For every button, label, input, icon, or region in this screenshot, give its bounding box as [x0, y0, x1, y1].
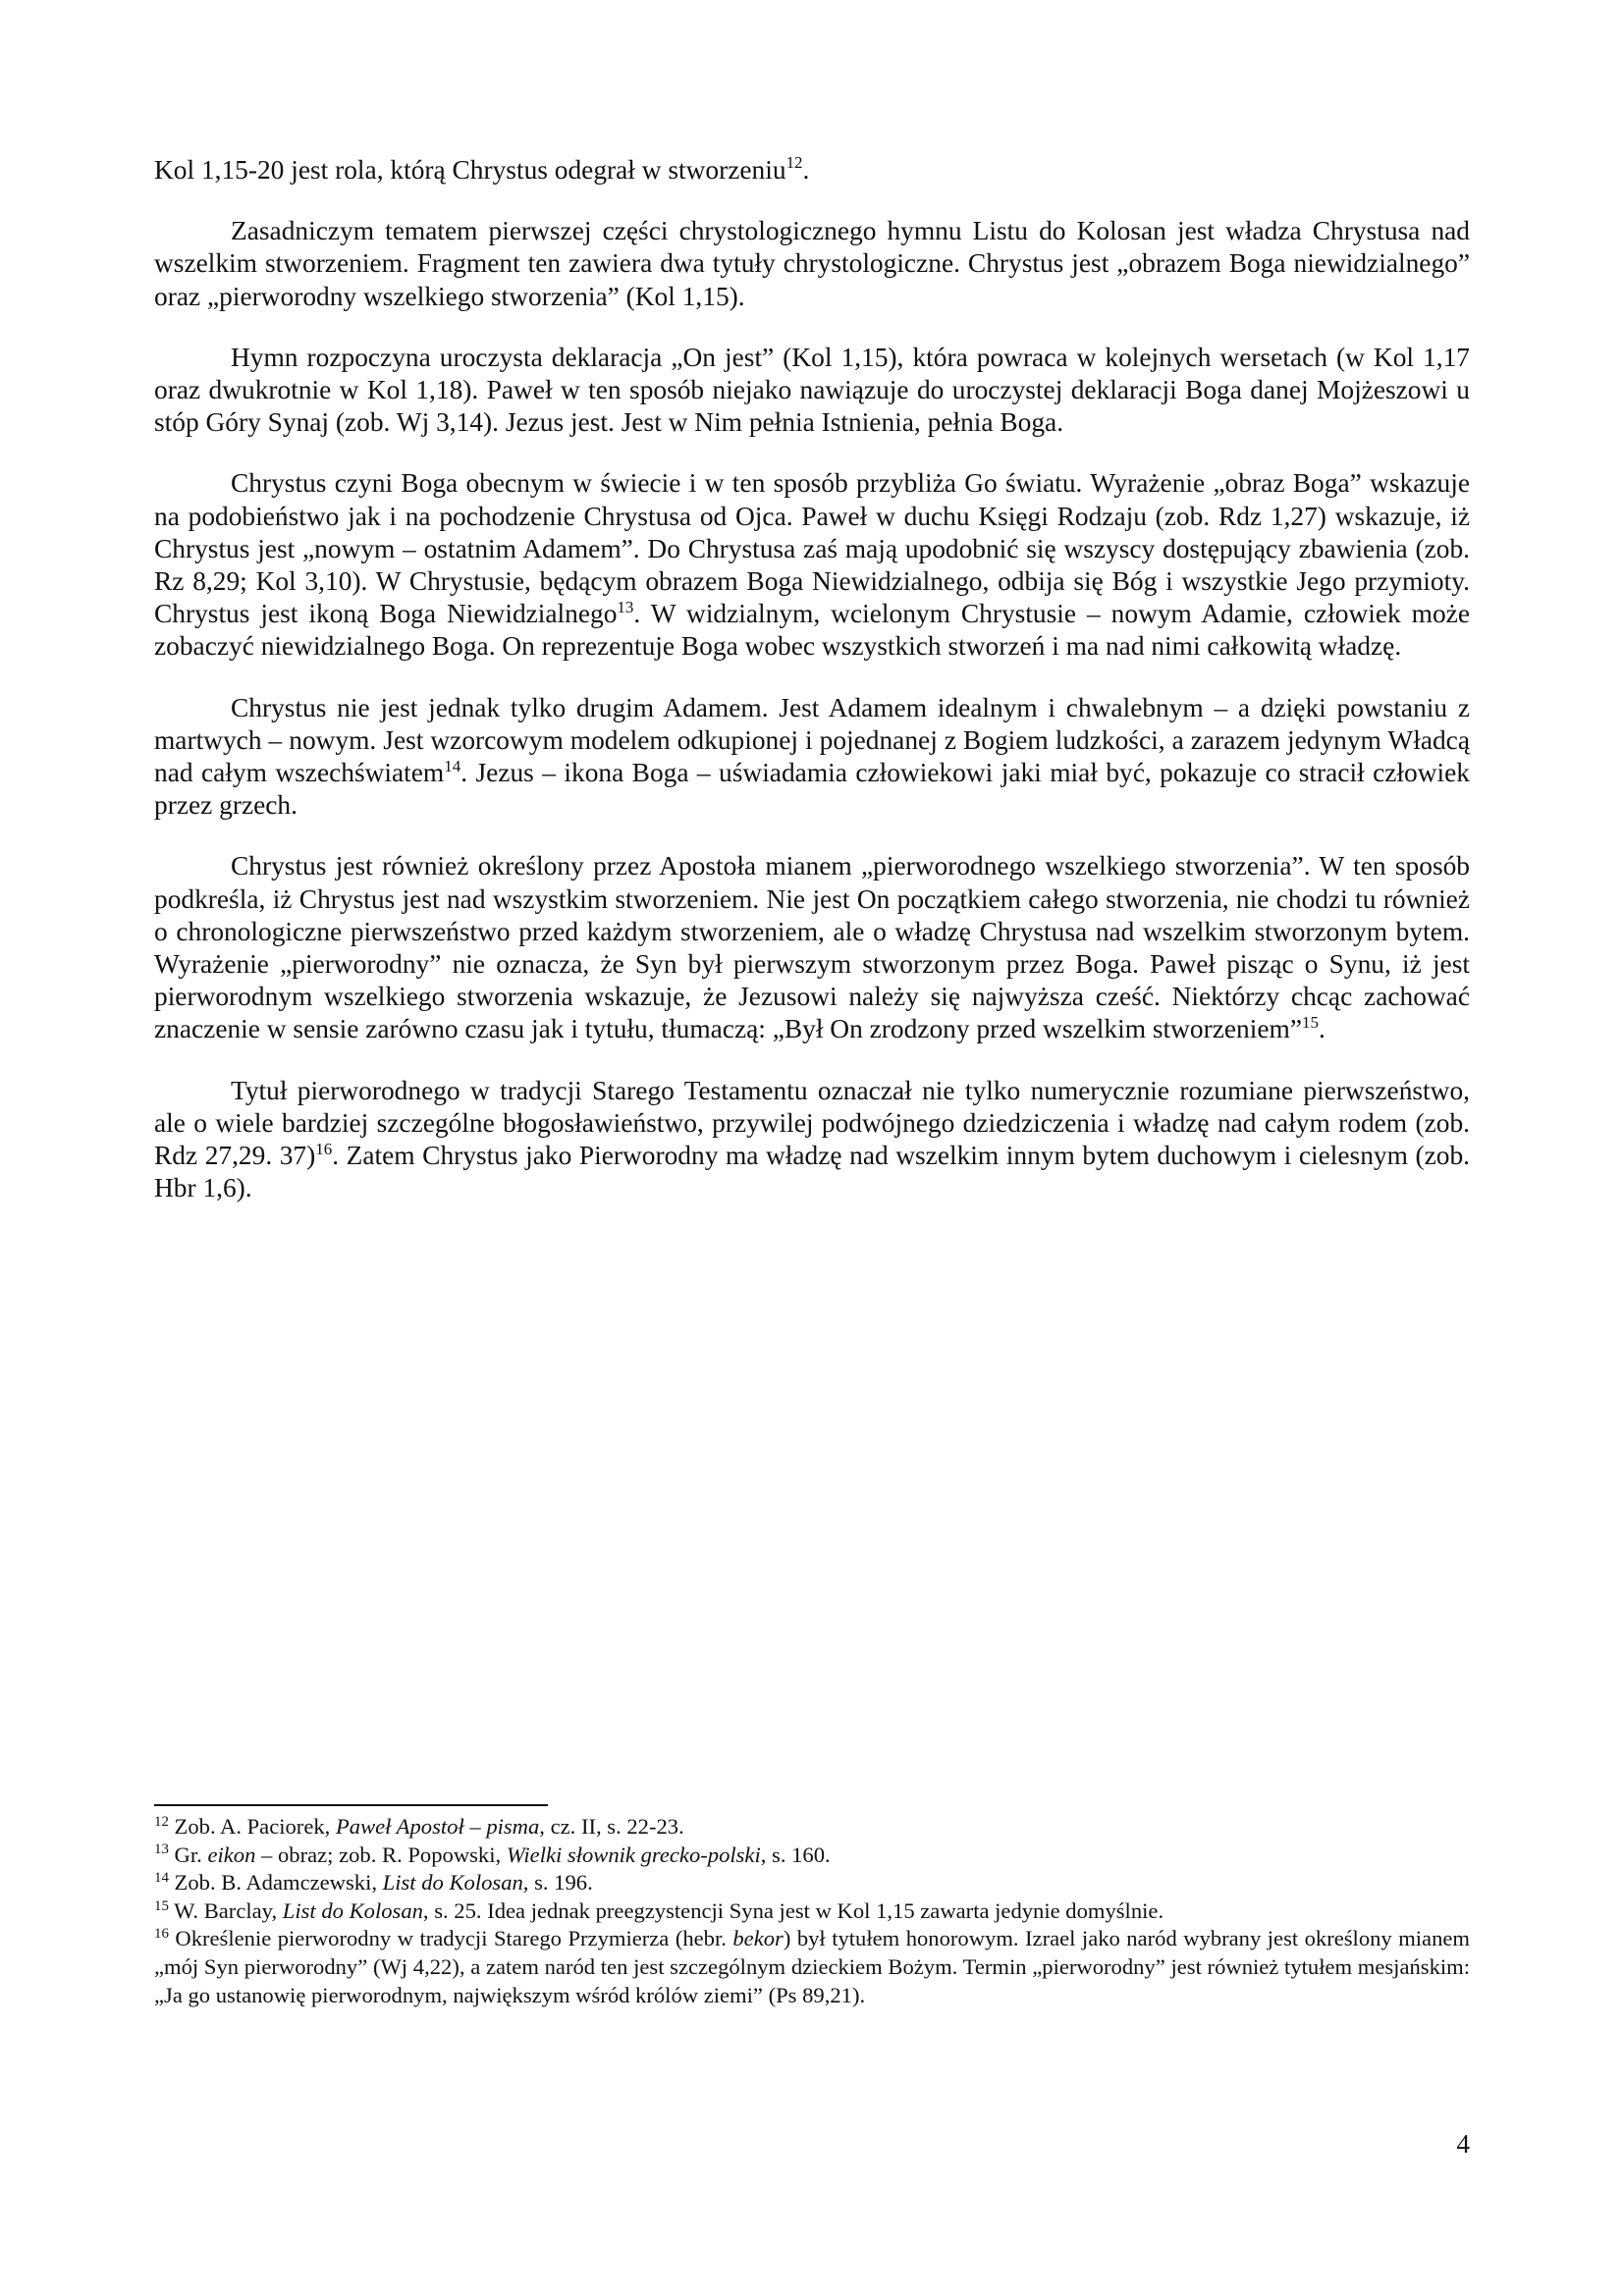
text-run: Kol 1,15-20 jest rola, którą Chrystus odegrał w stworzeniu — [154, 155, 786, 185]
text-run: , s. 160. — [760, 1842, 831, 1867]
footnote-reference: 12 — [785, 153, 803, 173]
paragraph — [154, 850, 1470, 1045]
page-number: 4 — [1456, 2129, 1470, 2159]
text-run: Określenie pierworodny w tradycji Starego Przymierza (hebr. — [168, 1926, 733, 1951]
footnote-number: 14 — [154, 1869, 169, 1886]
paragraph — [154, 154, 1470, 187]
italic-title: Wielki słownik grecko-polski — [506, 1842, 761, 1867]
text-run: . — [1318, 1014, 1325, 1044]
footnote-separator — [154, 1804, 548, 1806]
text-run: Tytuł pierworodnego w tradycji Starego Testamentu oznaczał nie tylko numerycznie rozumiane pierwszeństwo, ale o wiele bardziej szczególne błogosławieństwo, przywilej podwójnego dziedziczenia i władzę nad całym rodem (zob. Rdz 27,29. 37) — [154, 1075, 1470, 1171]
italic-title: List do Kolosan — [282, 1897, 423, 1923]
paragraph — [154, 342, 1470, 440]
text-run: . Zatem Chrystus jako Pierworodny ma władzę nad wszelkim innym bytem duchowym i cielesnym (zob. Hbr 1,6). — [154, 1141, 1470, 1203]
text-run: Zasadniczym tematem pierwszej części chrystologicznego hymnu Listu do Kolosan jest władza Chrystusa nad wszelkim stworzeniem. Fragment ten zawiera dwa tytuły chrystologiczne. Chrystus jest „obrazem Boga niewidzialnego” oraz „pierworodny wszelkiego stworzenia” (Kol 1,15). — [154, 216, 1470, 311]
footnote-reference: 15 — [1301, 1012, 1319, 1032]
footnotes — [154, 1813, 1470, 2009]
italic-title: eikon — [207, 1842, 256, 1867]
footnote-reference: 13 — [617, 597, 634, 616]
text-run: . — [802, 155, 810, 185]
text-run: Chrystus nie jest jednak tylko drugim Adamem. Jest Adamem idealnym i chwalebnym – a dzięki powstaniu z martwych – nowym. Jest wzorcowym modelem odkupionej i pojednanej z Bogiem ludzkości, a zarazem jedynym Władcą nad całym wszechświatem — [154, 692, 1470, 788]
text-run: . Jezus – ikona Boga – uświadamia człowiekowi jaki miał być, pokazuje co stracił człowiek przez grzech. — [154, 758, 1470, 821]
footnote — [154, 1925, 1470, 2009]
text-run: , s. 196. — [522, 1870, 593, 1896]
text-run: , cz. II, s. 22-23. — [539, 1814, 684, 1839]
text-run: Hymn rozpoczyna uroczysta deklaracja „On jest” (Kol 1,15), która powraca w kolejnych wersetach (w Kol 1,17 oraz dwukrotnie w Kol 1,18). Paweł w ten sposób niejako nawiązuje do uroczystej deklaracji Boga danej Mojżeszowi u stóp Góry Synaj (zob. Wj 3,14). Jezus jest. Jest w Nim pełnia Istnienia, pełnia Boga. — [154, 342, 1470, 438]
body-text — [154, 154, 1470, 1233]
paragraph — [154, 215, 1470, 313]
text-run: Gr. — [168, 1842, 208, 1867]
text-run: Zob. B. Adamczewski, — [168, 1870, 383, 1896]
footnote-number: 12 — [154, 1813, 169, 1830]
footnote — [154, 1842, 1470, 1870]
paragraph — [154, 467, 1470, 663]
text-run: W. Barclay, — [168, 1897, 283, 1923]
footnote — [154, 1897, 1470, 1926]
italic-title: List do Kolosan — [382, 1870, 523, 1896]
footnote — [154, 1813, 1470, 1842]
italic-title: Paweł Apostoł – pisma — [335, 1814, 540, 1839]
paragraph — [154, 692, 1470, 823]
paragraph — [154, 1075, 1470, 1205]
footnote-number: 16 — [154, 1926, 169, 1943]
italic-title: bekor — [732, 1926, 784, 1951]
footnote-number: 13 — [154, 1842, 169, 1858]
footnote — [154, 1869, 1470, 1897]
footnote-reference: 14 — [444, 756, 461, 775]
text-run: – obraz; zob. R. Popowski, — [255, 1842, 507, 1867]
footnote-number: 15 — [154, 1897, 169, 1914]
text-run: Chrystus czyni Boga obecnym w świecie i w ten sposób przybliża Go światu. Wyrażenie „obraz Boga” wskazuje na podobieństwo jak i na pochodzenie Chrystusa od Ojca. Paweł w duchu Księgi Rodzaju (zob. Rdz 1,27) wskazuje, iż Chrystus jest „nowym – ostatnim Adamem”. Do Chrystusa zaś mają upodobnić się wszyscy dostępujący zbawienia (zob. Rz 8,29; Kol 3,10). W Chrystusie, będącym obrazem Boga Niewidzialnego, odbija się Bóg i wszystkie Jego przymioty. Chrystus jest ikoną Boga Niewidzialnego — [154, 468, 1470, 629]
footnote-reference: 16 — [315, 1139, 333, 1158]
text-run: Chrystus jest również określony przez Apostoła mianem „pierworodnego wszelkiego stworzenia”. W ten sposób podkreśla, iż Chrystus jest nad wszystkim stworzeniem. Nie jest On początkiem całego stworzenia, nie chodzi tu również o chronologiczne pierwszeństwo przed każdym stworzeniem, ale o władzę Chrystusa nad wszelkim stworzonym bytem. Wyrażenie „pierworodny” nie oznacza, że Syn był pierwszym stworzonym przez Boga. Paweł pisząc o Synu, iż jest pierworodnym wszelkiego stworzenia wskazuje, że Jezusowi należy się najwyższa cześć. Niektórzy chcąc zachować znaczenie w sensie zarówno czasu jak i tytułu, tłumaczą: „Był On zrodzony przed wszelkim stworzeniem” — [154, 851, 1470, 1044]
text-run: , s. 25. Idea jednak preegzystencji Syna jest w Kol 1,15 zawarta jedynie domyślnie. — [422, 1897, 1164, 1923]
text-run: Zob. A. Paciorek, — [168, 1814, 336, 1839]
text-run: . W widzialnym, wcielonym Chrystusie – nowym Adamie, człowiek może zobaczyć niewidzialnego Boga. On reprezentuje Boga wobec wszystkich stworzeń i ma nad nimi całkowitą władzę. — [154, 599, 1470, 662]
text-run: ) był tytułem honorowym. Izrael jako naród wybrany jest określony mianem „mój Syn pierworodny” (Wj 4,22), a zatem naród ten jest szczególnym dzieckiem Bożym. Termin „pierworodny” jest również tytułem mesjańskim: „Ja go ustanowię pierworodnym, największym wśród królów ziemi” (Ps 89,21). — [154, 1926, 1470, 2007]
